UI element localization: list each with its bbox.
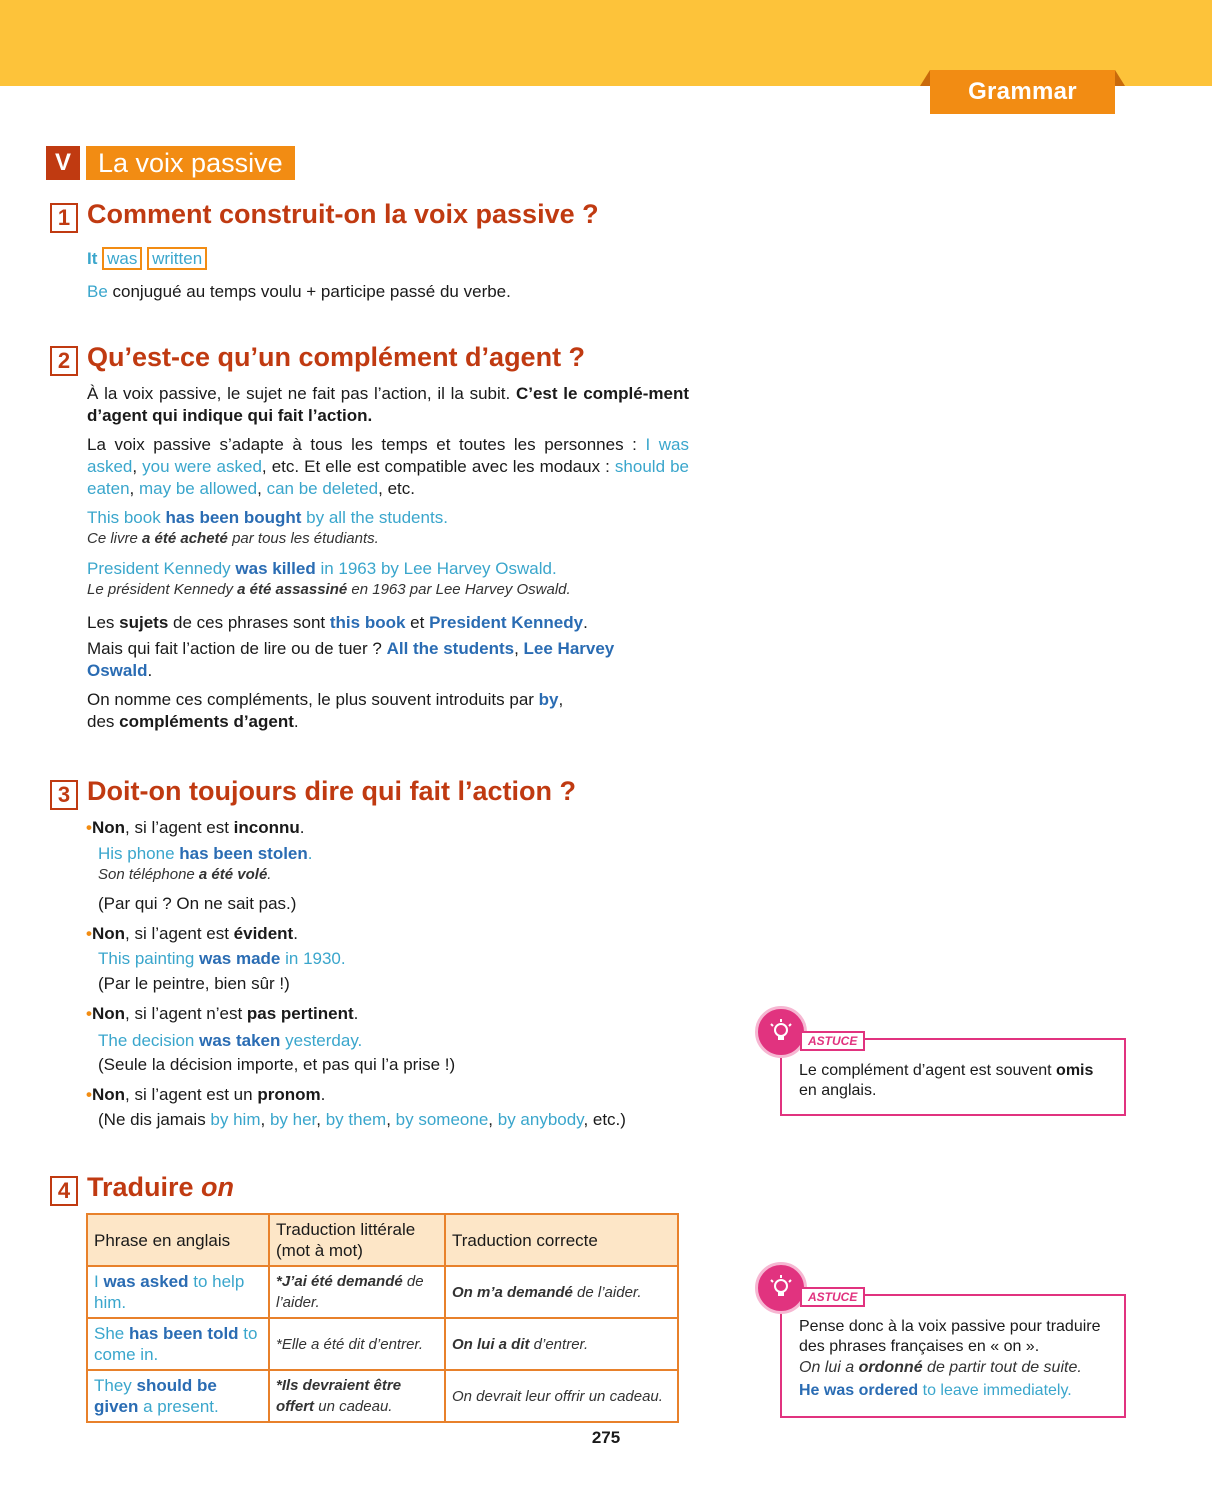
s3-example-1: His phone has been stolen. xyxy=(98,844,313,863)
table-cell-correct: On lui a dit d’entrer. xyxy=(445,1318,678,1370)
astuce-example-fr: On lui a ordonné de partir tout de suite. xyxy=(799,1359,1082,1376)
table-cell-english: They should be given a present. xyxy=(87,1370,269,1422)
heading-3-number: 3 xyxy=(50,780,78,810)
grammar-tab: Grammar xyxy=(930,70,1115,114)
table-header-cell: Traduction littérale (mot à mot) xyxy=(269,1214,445,1266)
table-header-row xyxy=(87,1214,678,1266)
boxed-written: written xyxy=(147,247,207,270)
s2-translation-1: Ce livre a été acheté par tous les étudiants. xyxy=(87,530,379,547)
table-row xyxy=(87,1318,678,1370)
s2-paragraph-2: La voix passive s’adapte à tous les temps et toutes les personnes : I was asked, you were asked, etc. Et elle est compatible avec les modaux : should be eaten, may be allowed, can be deleted, etc. xyxy=(87,435,689,498)
table-row xyxy=(87,1266,678,1318)
s2-paragraph-4: Mais qui fait l’action de lire ou de tuer ? All the students, Lee Harvey Oswald. xyxy=(87,639,615,680)
table-header-cell: Phrase en anglais xyxy=(87,1214,269,1266)
s3-note-2: (Par le peintre, bien sûr !) xyxy=(98,974,290,993)
s2-paragraph-1: À la voix passive, le sujet ne fait pas l’action, il la subit. C’est le complé-ment d’agent qui indique qui fait l’action. xyxy=(87,384,689,425)
s2-example-1: This book has been bought by all the students. xyxy=(87,508,448,527)
s2-translation-2: Le président Kennedy a été assassiné en 1963 par Lee Harvey Oswald. xyxy=(87,581,571,598)
table-row xyxy=(87,1370,678,1422)
s3-bullet-2: •Non, si l’agent est évident. xyxy=(86,924,298,943)
table-header-cell: Traduction correcte xyxy=(445,1214,678,1266)
s3-example-3: The decision was taken yesterday. xyxy=(98,1031,363,1050)
s2-paragraph-5: On nomme ces compléments, le plus souvent introduits par by, des compléments d’agent. xyxy=(87,690,564,731)
tab-fold-left xyxy=(920,70,930,86)
astuce-text-1: Le complément d’agent est souvent omis en anglais. xyxy=(799,1062,1094,1099)
table-cell-english: I was asked to help him. xyxy=(87,1266,269,1318)
s3-bullet-3: •Non, si l’agent n’est pas pertinent. xyxy=(86,1004,359,1023)
heading-1-number: 1 xyxy=(50,203,78,233)
astuce-text-2: Pense donc à la voix passive pour traduire des phrases françaises en « on ». xyxy=(799,1318,1101,1355)
table-cell-literal: *Elle a été dit d’entrer. xyxy=(269,1318,445,1370)
astuce-tag-2: ASTUCE xyxy=(800,1287,865,1307)
table-cell-english: She has been told to come in. xyxy=(87,1318,269,1370)
section-number: V xyxy=(46,146,80,180)
s1-rule: Be conjugué au temps voulu + participe passé du verbe. xyxy=(87,282,511,301)
astuce-example-en: He was ordered to leave immediately. xyxy=(799,1382,1072,1399)
tab-fold-right xyxy=(1115,70,1125,86)
s3-note-1: (Par qui ? On ne sait pas.) xyxy=(98,894,297,913)
section-title: La voix passive xyxy=(86,146,295,180)
astuce-tag-1: ASTUCE xyxy=(800,1031,865,1051)
heading-1-title: Comment construit-on la voix passive ? xyxy=(87,199,599,229)
s3-note-3: (Seule la décision importe, et pas qui l’a prise !) xyxy=(98,1055,456,1074)
s3-note-4: (Ne dis jamais by him, by her, by them, by someone, by anybody, etc.) xyxy=(98,1110,626,1129)
heading-4-title: Traduire on xyxy=(87,1172,235,1202)
heading-2-title: Qu’est-ce qu’un complément d’agent ? xyxy=(87,342,586,372)
table-cell-correct: On devrait leur offrir un cadeau. xyxy=(445,1370,678,1422)
heading-4-number: 4 xyxy=(50,1176,78,1206)
s2-paragraph-3: Les sujets de ces phrases sont this book et President Kennedy. xyxy=(87,613,588,632)
heading-3-title: Doit-on toujours dire qui fait l’action ? xyxy=(87,776,576,806)
table-cell-literal: *J’ai été demandé de l’aider. xyxy=(269,1266,445,1318)
s3-example-2: This painting was made in 1930. xyxy=(98,949,346,968)
s3-translation-1: Son téléphone a été volé. xyxy=(98,866,272,883)
page-number: 275 xyxy=(591,1428,621,1447)
s3-bullet-1: •Non, si l’agent est inconnu. xyxy=(86,818,305,837)
s1-example: It was written xyxy=(87,248,207,270)
s3-bullet-4: •Non, si l’agent est un pronom. xyxy=(86,1085,326,1104)
s2-example-2: President Kennedy was killed in 1963 by Lee Harvey Oswald. xyxy=(87,559,557,578)
table-cell-literal: *Ils devraient être offert un cadeau. xyxy=(269,1370,445,1422)
table-cell-correct: On m’a demandé de l’aider. xyxy=(445,1266,678,1318)
translation-table xyxy=(86,1213,679,1423)
heading-2-number: 2 xyxy=(50,346,78,376)
boxed-was: was xyxy=(102,247,142,270)
